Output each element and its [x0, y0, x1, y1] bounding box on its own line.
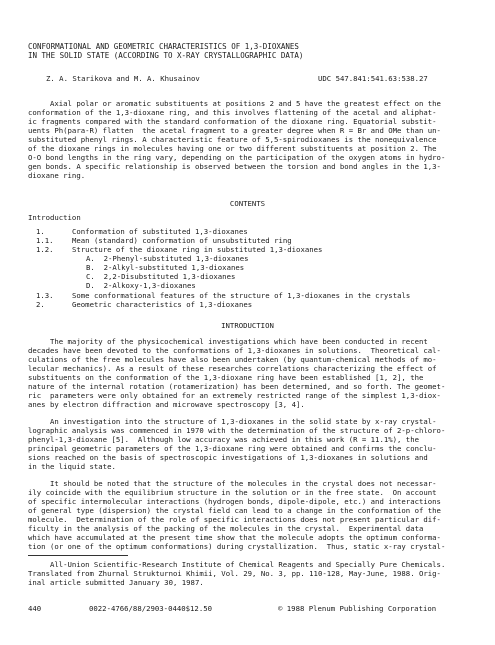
body-line: of general type (dispersion) the crystal field can lead to a change in the conformation of the: [28, 506, 441, 515]
toc-number: 1.1.: [36, 236, 54, 245]
body-line: which have accumulated at the present time show that the molecule adopts the optimum conforma-: [28, 533, 441, 542]
footnote-line: inal article submitted January 30, 1987.: [28, 578, 204, 587]
title-line-1: CONFORMATIONAL AND GEOMETRIC CHARACTERISTICS OF 1,3-DIOXANES: [28, 42, 299, 51]
footnote-divider: [28, 555, 128, 556]
body-line: lecular mechanics). As a result of these researches correlations characterizing the effect of: [28, 364, 437, 373]
body-line: ric parameters were only obtained for an extremely restricted range of the simplest 1,3-diox-: [28, 391, 441, 400]
footnote-line: All-Union Scientific-Research Institute of Chemical Reagents and Specially Pure Chemicals.: [28, 560, 446, 569]
article-code: 0022-4766/88/2903-0440$12.50: [89, 604, 213, 613]
authors: Z. A. Starikova and M. A. Khusainov: [46, 74, 200, 83]
body-line: decades have been devoted to the conformations of 1,3-dioxanes in solutions. Theoretical cal-: [28, 346, 441, 355]
body-line: lographic analysis was commenced in 1970 with the determination of the structure of 2-p-chloro-: [28, 426, 446, 435]
body-line: tion (or one of the optimum conformations) during crystallization. Thus, static x-ray crystal-: [28, 542, 446, 551]
body-line: The majority of the physicochemical investigations which have been conducted in recent: [28, 337, 428, 346]
abstract-line: substituted phenyl rings. A characteristic feature of 5,5-spirodioxanes is the nonequivalence: [28, 135, 437, 144]
toc-entry: C. 2,2-Disubstituted 1,3-dioxanes: [86, 272, 236, 281]
footnote-line: Translated from Zhurnal Strukturnoi Khimii, Vol. 29, No. 3, pp. 110-128, May-June, 1988. Orig-: [28, 569, 441, 578]
abstract-line: uents Ph(para-R) flatten the acetal fragment to a greater degree when R = Br and OMe than un-: [28, 126, 441, 135]
introduction-heading: INTRODUCTION: [221, 321, 274, 330]
abstract-line: dioxane ring.: [28, 171, 86, 180]
body-line: principal geometric parameters of the 1,3-dioxane ring were obtained and confirms the conclu-: [28, 444, 437, 453]
body-line: substituents on the conformation of the 1,3-dioxane ring have been established [1, 2], the: [28, 373, 424, 382]
body-line: in the liquid state.: [28, 462, 116, 471]
body-line: ily coincide with the equilibrium structure in the solution or in the free state. On account: [28, 488, 437, 497]
toc-entry: Mean (standard) conformation of unsubstituted ring: [72, 236, 292, 245]
abstract-line: of the dioxane rings in molecules having one or two different substituents at position 2. The: [28, 144, 437, 153]
page-number: 440: [28, 604, 42, 613]
body-line: molecule. Determination of the role of specific interactions does not present particular dif-: [28, 515, 441, 524]
toc-number: 1.2.: [36, 245, 54, 254]
toc-entry: D. 2-Alkoxy-1,3-dioxanes: [86, 281, 196, 290]
abstract-line: ic fragments compared with the standard conformation of the dioxane ring. Equatorial substit-: [28, 117, 437, 126]
toc-number: 2.: [36, 300, 45, 309]
body-line: sions reached on the basis of spectroscopic investigations of 1,3-dioxanes in solutions and: [28, 453, 428, 462]
body-line: anes by electron diffraction and microwave spectroscopy [3, 4].: [28, 400, 305, 409]
abstract-line: gen bonds. A specific relationship is observed between the torsion and bond angles in the 1,3-: [28, 162, 441, 171]
body-line: culations of the free molecules have also been undertaken (by quantum-chemical methods of mo-: [28, 355, 437, 364]
body-line: It should be noted that the structure of the molecules in the crystal does not necessar-: [28, 479, 437, 488]
copyright: © 1988 Plenum Publishing Corporation: [278, 604, 437, 613]
udc-code: UDC 547.841:541.63:538.27: [318, 74, 428, 83]
toc-number: 1.: [36, 227, 45, 236]
toc-entry: Conformation of substituted 1,3-dioxanes: [72, 227, 248, 236]
toc-entry: Some conformational features of the structure of 1,3-dioxanes in the crystals: [72, 291, 411, 300]
body-line: of specific intermolecular interactions (hydrogen bonds, dipole-dipole, etc.) and interactions: [28, 497, 441, 506]
toc-entry: B. 2-Alkyl-substituted 1,3-dioxanes: [86, 263, 245, 272]
body-line: phenyl-1,3-dioxane [5]. Although low accuracy was achieved in this work (R = 11.1%), the: [28, 435, 419, 444]
toc-entry: Geometric characteristics of 1,3-dioxanes: [72, 300, 253, 309]
abstract-line: conformation of the 1,3-dioxane ring, and this involves flattening of the acetal and aliphat-: [28, 108, 437, 117]
toc-intro: Introduction: [28, 213, 81, 222]
body-line: ficulty in the analysis of the packing of the molecules in the crystal. Experimental data: [28, 524, 424, 533]
toc-entry: Structure of the dioxane ring in substituted 1,3-dioxanes: [72, 245, 323, 254]
abstract-line: O-O bond lengths in the ring vary, depending on the participation of the oxygen atoms in hydro-: [28, 153, 446, 162]
contents-heading: CONTENTS: [229, 199, 266, 208]
title-line-2: IN THE SOLID STATE (ACCORDING TO X-RAY CRYSTALLOGRAPHIC DATA): [28, 51, 304, 60]
toc-number: 1.3.: [36, 291, 54, 300]
body-line: An investigation into the structure of 1,3-dioxanes in the solid state by x-ray crystal-: [28, 417, 437, 426]
body-line: nature of the internal rotation (rotamerization) has been determined, and so forth. The geomet-: [28, 382, 446, 391]
abstract-line: Axial polar or aromatic substituents at positions 2 and 5 have the greatest effect on the: [28, 99, 441, 108]
toc-entry: A. 2-Phenyl-substituted 1,3-dioxanes: [86, 254, 249, 263]
